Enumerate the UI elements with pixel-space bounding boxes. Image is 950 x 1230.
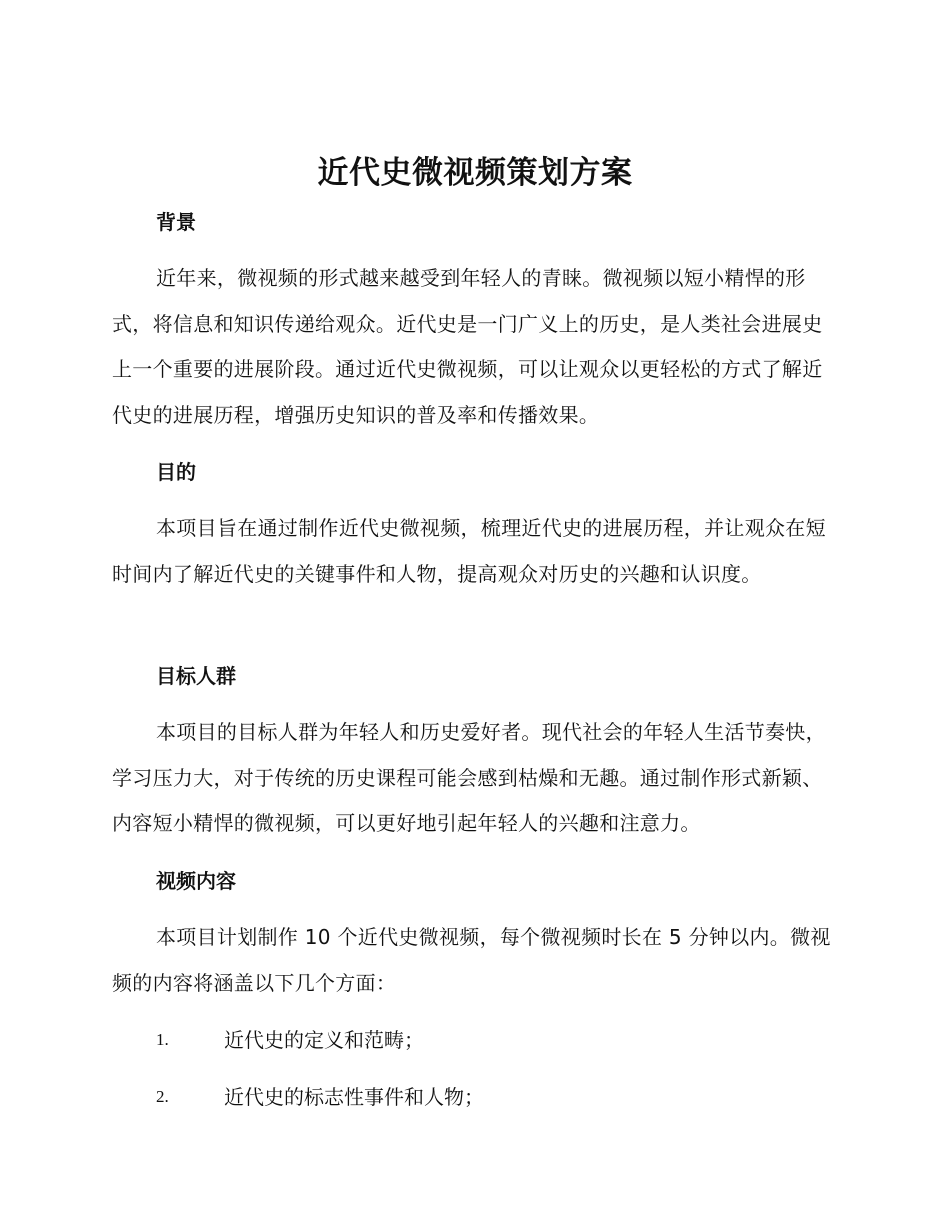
list-item-text: 近代史的标志性事件和人物； <box>224 1085 484 1109</box>
section-heading-background: 背景 <box>156 210 196 234</box>
section-heading-purpose: 目的 <box>156 460 196 484</box>
section-paragraph-purpose: 本项目旨在通过制作近代史微视频，梳理近代史的进展历程，并让观众在短时间内了解近代史的关键事件和人物，提高观众对历史的兴趣和认识度。 <box>112 516 826 586</box>
section-heading-target-audience: 目标人群 <box>156 664 236 688</box>
section-paragraph-video-content: 本项目计划制作 10 个近代史微视频，每个微视频时长在 5 分钟以内。微视频的内容将涵盖以下几个方面： <box>112 925 831 995</box>
section-paragraph-background: 近年来，微视频的形式越来越受到年轻人的青睐。微视频以短小精悍的形式，将信息和知识传递给观众。近代史是一门广义上的历史，是人类社会进展史上一个重要的进展阶段。通过近代史微视频，可以让观众以更轻松的方式了解近代史的进展历程，增强历史知识的普及率和传播效果。 <box>112 266 823 427</box>
section-heading-video-content: 视频内容 <box>156 869 236 893</box>
section-paragraph-target-audience: 本项目的目标人群为年轻人和历史爱好者。现代社会的年轻人生活节奏快，学习压力大，对于传统的历史课程可能会感到枯燥和无趣。通过制作形式新颖、内容短小精悍的微视频，可以更好地引起年轻人的兴趣和注意力。 <box>112 720 826 835</box>
list-item-number: 1. <box>156 1030 169 1049</box>
list-item-text: 近代史的定义和范畴； <box>224 1028 424 1052</box>
document-title: 近代史微视频策划方案 <box>317 155 633 191</box>
list-item-number: 2. <box>156 1087 169 1106</box>
